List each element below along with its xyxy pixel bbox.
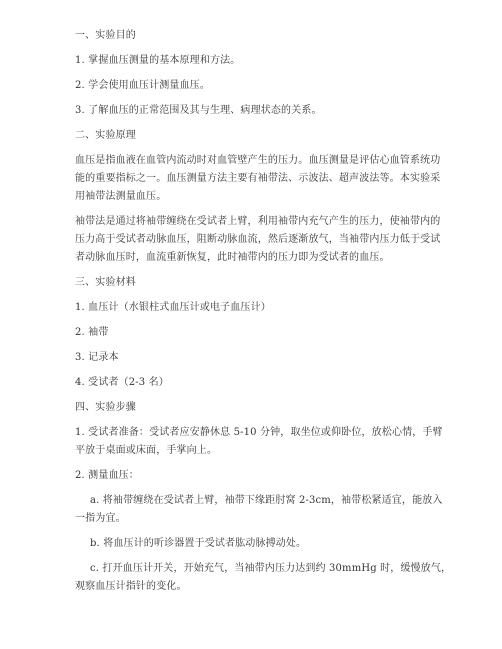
step-2c-line-1: c. 打开血压计开关，开始充气，当袖带内压力达到约 30mmHg 时，缓慢放气， — [90, 563, 452, 574]
principle-paragraph-1-line-2: 能的重要指标之一。血压测量方法主要有袖带法、示波法、超声波法等。本实验采 — [75, 173, 441, 184]
step-1-line-1: 1. 受试者准备：受试者应安静休息 5-10 分钟，取坐位或仰卧位，放松心情，手臂 — [75, 427, 443, 438]
objective-item-1: 1. 掌握血压测量的基本原理和方法。 — [75, 55, 241, 66]
section-heading-steps: 四、实验步骤 — [75, 402, 136, 413]
material-item-2: 2. 袖带 — [75, 327, 109, 338]
principle-paragraph-2-line-1: 袖带法是通过将袖带缠绕在受试者上臂，利用袖带内充气产生的压力，使袖带内的 — [75, 216, 441, 227]
step-2a-line-2: 一指为宜。 — [75, 513, 126, 524]
material-item-1: 1. 血压计（水银柱式血压计或电子血压计） — [75, 302, 271, 313]
principle-paragraph-2-line-2: 压力高于受试者动脉血压，阻断动脉血流，然后逐渐放气，当袖带内压力低于受试 — [75, 234, 441, 245]
section-heading-materials: 三、实验材料 — [75, 277, 136, 288]
principle-paragraph-1-line-1: 血压是指血液在血管内流动时对血管壁产生的压力。血压测量是评估心血管系统功 — [75, 155, 441, 166]
step-2c-line-2: 观察血压计指针的变化。 — [75, 581, 187, 592]
material-item-3: 3. 记录本 — [75, 352, 119, 363]
objective-item-2: 2. 学会使用血压计测量血压。 — [75, 80, 210, 91]
section-heading-principle: 二、实验原理 — [75, 130, 136, 141]
principle-paragraph-2-line-3: 者动脉血压时，血流重新恢复，此时袖带内的压力即为受试者的血压。 — [75, 252, 390, 263]
step-1-line-2: 平放于桌面或床面，手掌向上。 — [75, 445, 218, 456]
objective-item-3: 3. 了解血压的正常范围及其与生理、病理状态的关系。 — [75, 105, 322, 116]
step-2-heading: 2. 测量血压： — [75, 470, 139, 481]
material-item-4: 4. 受试者（2-3 名） — [75, 377, 169, 388]
step-2b: b. 将血压计的听诊器置于受试者肱动脉搏动处。 — [90, 538, 307, 549]
section-heading-objectives: 一、实验目的 — [75, 30, 136, 41]
principle-paragraph-1-line-3: 用袖带法测量血压。 — [75, 191, 167, 202]
step-2a-line-1: a. 将袖带缠绕在受试者上臂，袖带下缘距肘窝 2-3cm，袖带松紧适宜，能放入 — [90, 495, 443, 506]
